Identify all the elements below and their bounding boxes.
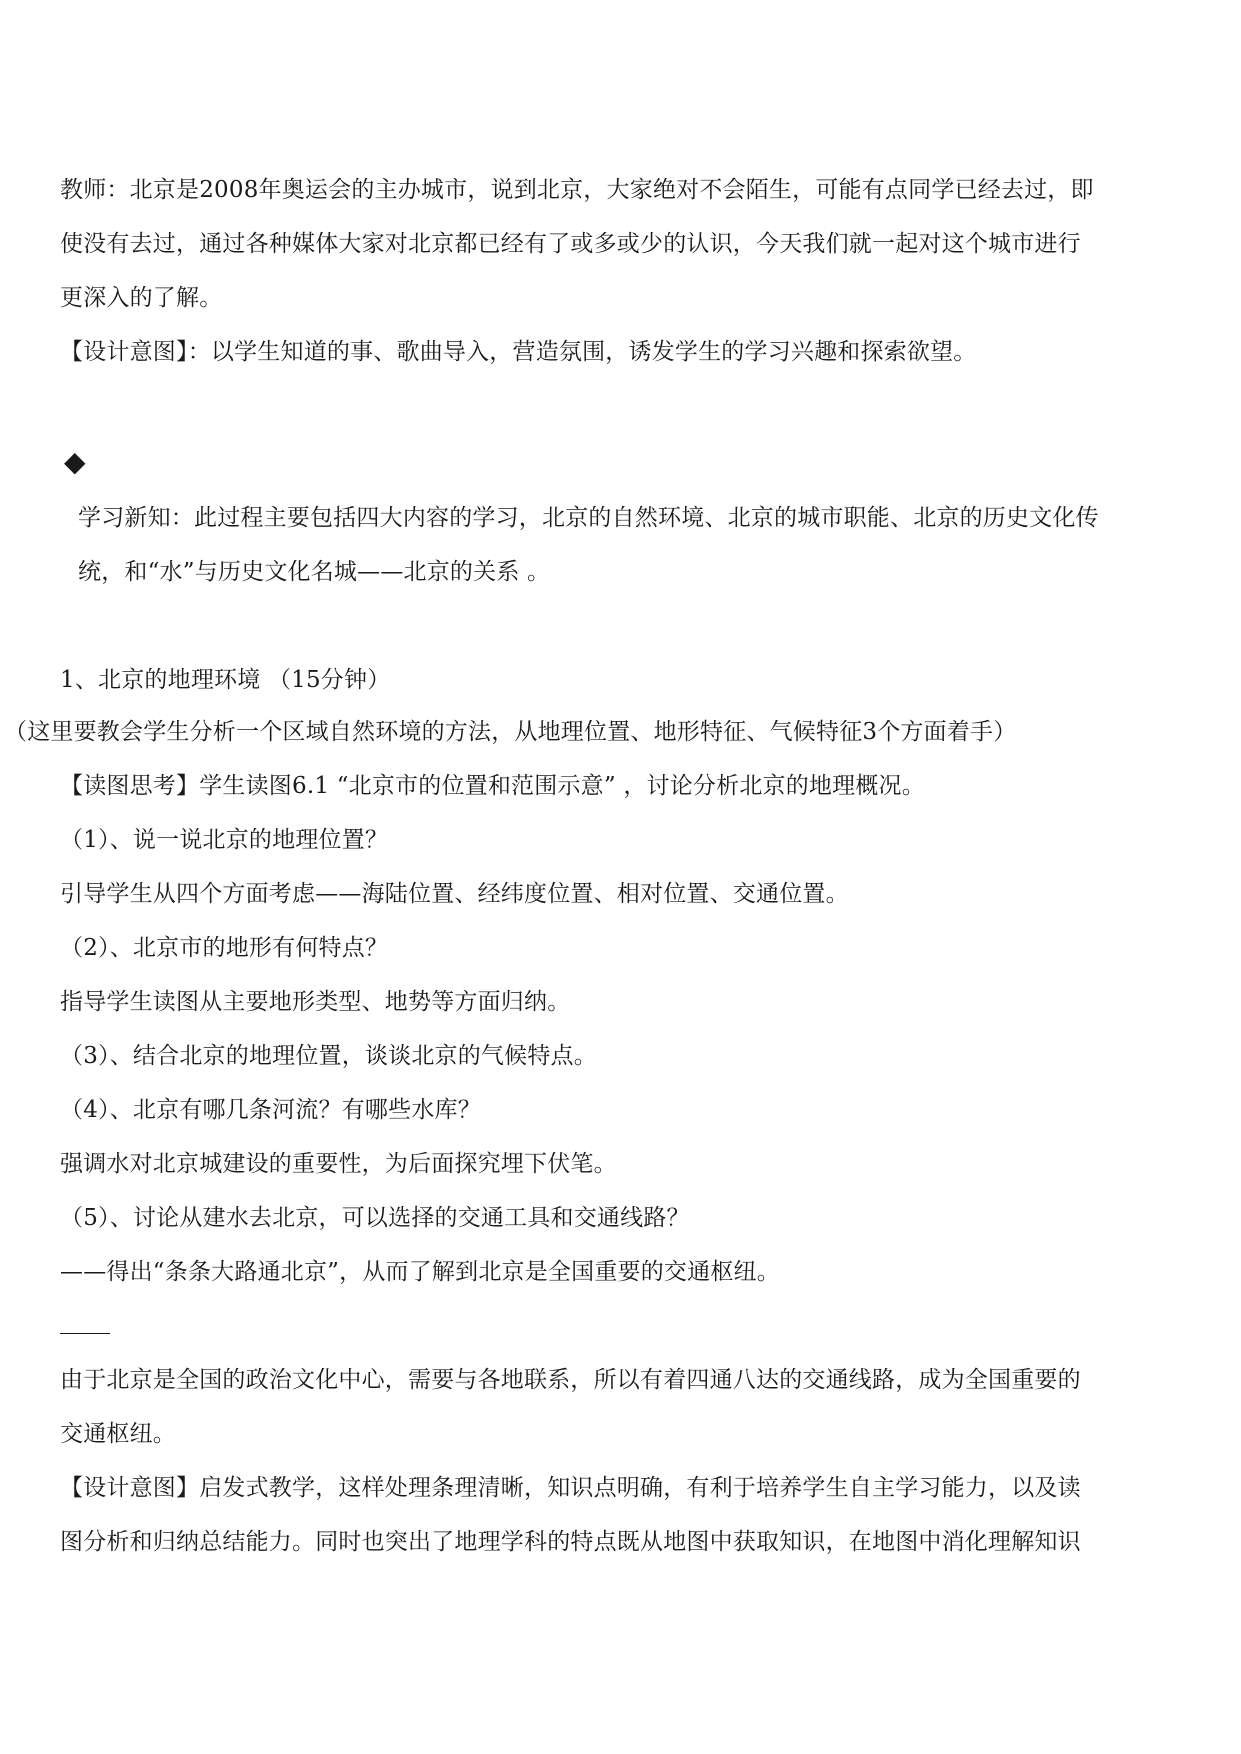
question-5: （5）、讨论从建水去北京，可以选择的交通工具和交通线路？	[60, 1205, 690, 1231]
question-2-guide: 指导学生读图从主要地形类型、地势等方面归纳。	[60, 989, 571, 1015]
question-4: （4）、北京有哪几条河流？有哪些水库？	[60, 1097, 481, 1123]
dash-divider	[60, 1333, 110, 1334]
new-knowledge-line-2: 统，和“水”与历史文化名城——北京的关系 。	[78, 559, 551, 585]
intro-line-2: 使没有去过，通过各种媒体大家对北京都已经有了或多或少的认识，今天我们就一起对这个城市进行	[60, 231, 1081, 257]
question-3: （3）、结合北京的地理位置，谈谈北京的气候特点。	[60, 1043, 597, 1069]
explanation-line-2: 交通枢纽。	[60, 1421, 176, 1447]
question-2: （2）、北京市的地形有何特点？	[60, 935, 389, 961]
intro-line-3: 更深入的了解。	[60, 285, 223, 311]
new-knowledge-line-1: 学习新知：此过程主要包括四大内容的学习，北京的自然环境、北京的城市职能、北京的历史文化传	[78, 505, 1099, 531]
design-intent-line-2: 图分析和归纳总结能力。同时也突出了地理学科的特点既从地图中获取知识，在地图中消化理解知识	[60, 1529, 1081, 1555]
section-note: （这里要教会学生分析一个区域自然环境的方法，从地理位置、地形特征、气候特征3个方面着手）	[4, 719, 1017, 745]
read-map-prompt: 【读图思考】学生读图6.1 “北京市的位置和范围示意” ，讨论分析北京的地理概况。	[60, 773, 925, 799]
explanation-line-1: 由于北京是全国的政治文化中心，需要与各地联系，所以有着四通八达的交通线路，成为全国重要的	[60, 1367, 1081, 1393]
question-5-conclusion: ——得出“条条大路通北京”，从而了解到北京是全国重要的交通枢纽。	[60, 1259, 780, 1285]
question-4-guide: 强调水对北京城建设的重要性，为后面探究埋下伏笔。	[60, 1151, 617, 1177]
question-1-guide: 引导学生从四个方面考虑——海陆位置、经纬度位置、相对位置、交通位置。	[60, 881, 849, 907]
diamond-bullet-icon: ◆	[64, 445, 86, 478]
intro-design-intent: 【设计意图】：以学生知道的事、歌曲导入，营造氛围，诱发学生的学习兴趣和探索欲望。	[60, 339, 977, 365]
section-heading: 1、北京的地理环境 （15分钟）	[60, 667, 391, 693]
intro-line-1: 教师：北京是2008年奥运会的主办城市，说到北京，大家绝对不会陌生，可能有点同学已经去过，即	[60, 177, 1094, 203]
design-intent-line-1: 【设计意图】启发式教学，这样处理条理清晰，知识点明确，有利于培养学生自主学习能力，以及读	[60, 1475, 1081, 1501]
question-1: （1）、说一说北京的地理位置？	[60, 827, 389, 853]
